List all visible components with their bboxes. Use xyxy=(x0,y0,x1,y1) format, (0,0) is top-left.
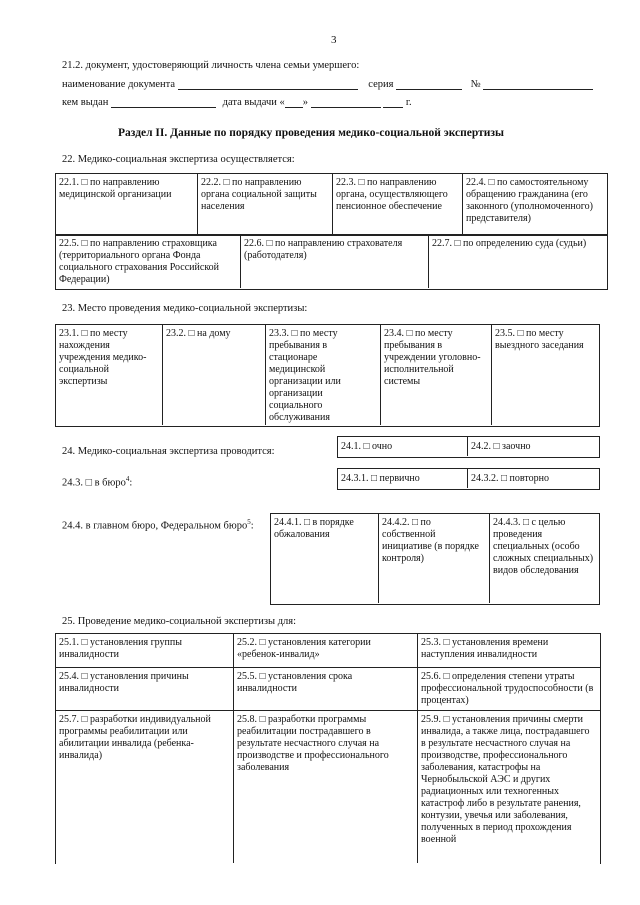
s21-2-line1 xyxy=(62,79,622,90)
s24-3-colon: : xyxy=(129,477,133,489)
s24-4-text: 24.4. в главном бюро, Федеральном бюро xyxy=(62,520,248,532)
s24-3-footnote: 4 xyxy=(125,475,130,483)
s22-5[interactable]: 22.5. □ по направлению страховщика (территориального органа Фонда социального страхования Российской Федерации) xyxy=(59,238,220,285)
s22-3[interactable]: 22.3. □ по направлению органа, осуществляющего пенсионное обеспечение xyxy=(336,177,448,212)
s24-2[interactable]: 24.2. □ заочно xyxy=(471,441,531,452)
s24-title: 24. Медико-социальная экспертиза проводится: xyxy=(62,446,275,457)
s24-4-footnote: 5 xyxy=(247,518,251,526)
doc-name-field[interactable] xyxy=(178,79,358,90)
issue-day-field[interactable] xyxy=(285,97,303,108)
s25-9[interactable]: 25.9. □ установления причины смерти инвалида, а также лица, пострадавшего в результате несчастного случая на производстве, профессионального заболевания, катастрофы на Чернобыльской АЭС и других радиационных или техногенных катастроф либо в результате ранения, контузии, увечья или заболевания, полученных в период прохождения военной xyxy=(421,714,590,845)
issue-year-field[interactable] xyxy=(383,97,403,108)
s21-2-line2 xyxy=(62,97,622,108)
s24-4-label xyxy=(62,518,254,532)
issue-date-label: дата выдачи « xyxy=(222,97,285,108)
s23-5[interactable]: 23.5. □ по месту выездного заседания xyxy=(495,328,584,351)
s24-3-1[interactable]: 24.3.1. □ первично xyxy=(341,473,420,484)
s22-6[interactable]: 22.6. □ по направлению страхователя (работодателя) xyxy=(244,238,403,261)
s24-4-colon: : xyxy=(250,520,254,532)
issued-by-label: кем выдан xyxy=(62,97,109,108)
s25-2[interactable]: 25.2. □ установления категории «ребенок-инвалид» xyxy=(237,637,371,660)
s24-4-3[interactable]: 24.4.3. □ с целью проведения специальных (особо сложных специальных) видов обследования xyxy=(493,517,594,576)
s25-3[interactable]: 25.3. □ установления времени наступления инвалидности xyxy=(421,637,549,660)
section2-title: Раздел II. Данные по порядку проведения медико-социальной экспертизы xyxy=(118,127,504,139)
page-number: 3 xyxy=(331,34,337,46)
number-field[interactable] xyxy=(483,79,593,90)
s25-title: 25. Проведение медико-социальной экспертизы для: xyxy=(62,616,297,627)
s22-1[interactable]: 22.1. □ по направлению медицинской организации xyxy=(59,177,172,200)
doc-name-label: наименование документа xyxy=(62,79,176,90)
issued-by-field[interactable] xyxy=(111,97,216,108)
s25-5[interactable]: 25.5. □ установления срока инвалидности xyxy=(237,671,353,694)
s25-7[interactable]: 25.7. □ разработки индивидуальной программы реабилитации или абилитации инвалида (ребенка-инвалида) xyxy=(59,714,211,761)
s25-6[interactable]: 25.6. □ определения степени утраты профессиональной трудоспособности (в процентах) xyxy=(421,671,594,706)
s23-3[interactable]: 23.3. □ по месту пребывания в стационаре медицинской организации или организации социального обслуживания xyxy=(269,328,341,423)
year-suffix: г. xyxy=(405,97,412,108)
s23-2[interactable]: 23.2. □ на дому xyxy=(166,328,231,339)
s22-title: 22. Медико-социальная экспертиза осуществляется: xyxy=(62,154,295,165)
s24-3-text: 24.3. □ в бюро xyxy=(62,477,126,489)
s24-1[interactable]: 24.1. □ очно xyxy=(341,441,393,452)
s25-1[interactable]: 25.1. □ установления группы инвалидности xyxy=(59,637,182,660)
s21-2-title: 21.2. документ, удостоверяющий личность члена семьи умершего: xyxy=(62,60,360,71)
s24-3-label xyxy=(62,475,132,489)
series-field[interactable] xyxy=(396,79,462,90)
s22-4[interactable]: 22.4. □ по самостоятельному обращению гражданина (его законного (уполномоченного) представителя) xyxy=(466,177,593,224)
s23-title: 23. Место проведения медико-социальной экспертизы: xyxy=(62,303,308,314)
s25-4[interactable]: 25.4. □ установления причины инвалидности xyxy=(59,671,189,694)
s24-4-2[interactable]: 24.4.2. □ по собственной инициативе (в порядке контроля) xyxy=(382,517,479,564)
number-label: № xyxy=(470,79,481,90)
s24-3-2[interactable]: 24.3.2. □ повторно xyxy=(471,473,549,484)
s22-2[interactable]: 22.2. □ по направлению органа социальной защиты населения xyxy=(201,177,317,212)
series-label: серия xyxy=(368,79,394,90)
s24-4-1[interactable]: 24.4.1. □ в порядке обжалования xyxy=(274,517,354,540)
issue-month-field[interactable] xyxy=(311,97,381,108)
s23-1[interactable]: 23.1. □ по месту нахождения учреждения медико-социальной экспертизы xyxy=(59,328,147,387)
s23-4[interactable]: 23.4. □ по месту пребывания в учреждении уголовно-исполнительной системы xyxy=(384,328,481,387)
s25-8[interactable]: 25.8. □ разработки программы реабилитации пострадавшего в результате несчастного случая на производстве и профессионального заболевания xyxy=(237,714,389,773)
s22-7[interactable]: 22.7. □ по определению суда (судьи) xyxy=(432,238,587,249)
issue-date-mid: » xyxy=(302,97,309,108)
